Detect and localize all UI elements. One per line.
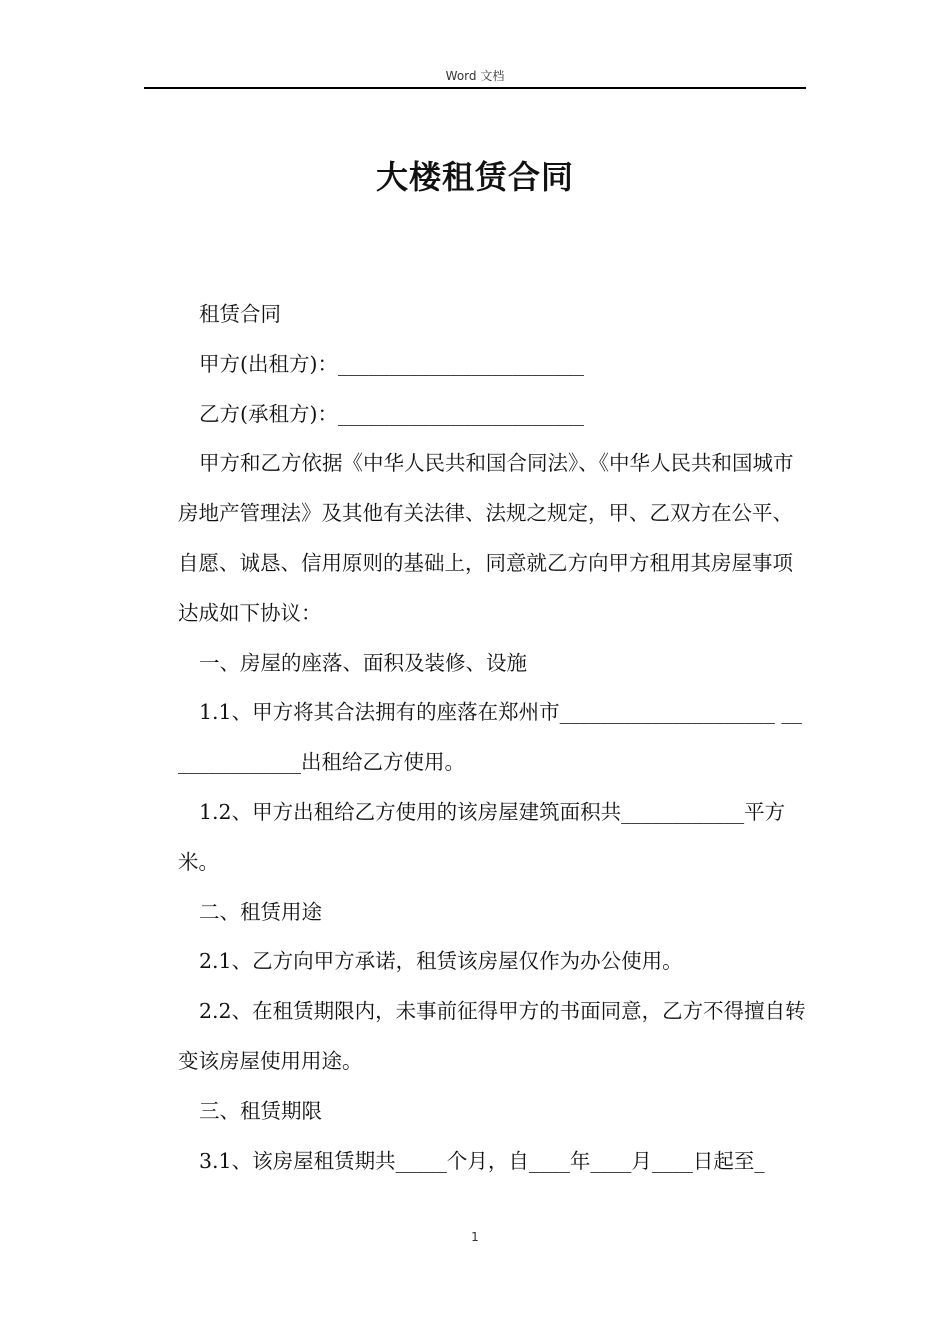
clause-2-2: 2.2、在租赁期限内，未事前征得甲方的书面同意，乙方不得擅自转变该房屋使用用途。 xyxy=(178,999,806,1073)
paragraph-heading: 租赁合同 xyxy=(199,302,281,326)
clause-1-2: 1.2、甲方出租给乙方使用的该房屋建筑面积共____________平方米。 xyxy=(178,799,786,874)
document-body xyxy=(178,290,810,1186)
section-heading-3: 三、租赁期限 xyxy=(199,1098,322,1123)
section-heading-2: 二、租赁用途 xyxy=(199,899,322,924)
section-heading-1: 一、房屋的座落、面积及装修、设施 xyxy=(199,650,527,675)
clause-2-1: 2.1、乙方向甲方承诺，租赁该房屋仅作为办公使用。 xyxy=(199,949,683,974)
paragraph-party-b: 乙方(承租方)：________________________ xyxy=(199,401,584,426)
document-title: 大楼租赁合同 xyxy=(375,158,574,196)
clause-3-1: 3.1、该房屋租赁期共_____个月，自____年____月____日起至_ xyxy=(199,1148,765,1173)
header-divider xyxy=(144,87,806,89)
page-header: Word 文档 xyxy=(445,69,505,83)
paragraph-party-a: 甲方(出租方)：________________________ xyxy=(199,351,584,376)
page-number: 1 xyxy=(471,1230,479,1244)
paragraph-preamble: 甲方和乙方依据《中华人民共和国合同法》、《中华人民共和国城市房地产管理法》及其他有关法律、法规之规定，甲、乙双方在公平、自愿、诚恳、信用原则的基础上，同意就乙方向甲方租用其房屋事项达成如下协议： xyxy=(178,451,794,625)
clause-1-1: 1.1、甲方将其合法拥有的座落在郑州市_____________________ ______________出租给乙方使用。 xyxy=(178,700,802,775)
